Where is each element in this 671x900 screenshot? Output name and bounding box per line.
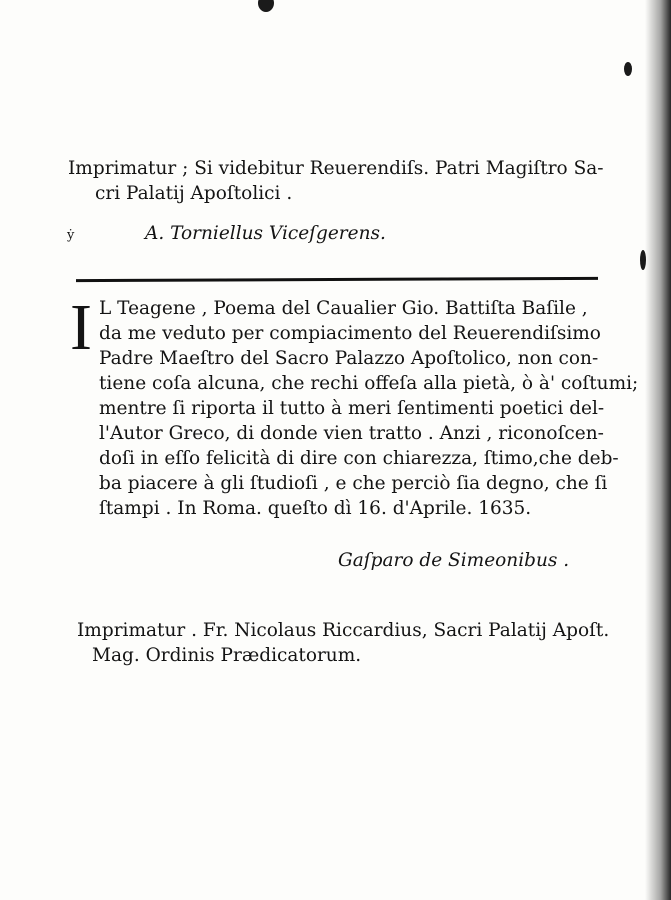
imprimatur-1-line-1: Imprimatur ; Si videbitur Reuerendiſs. Patri Magiſtro Sa- — [68, 158, 604, 179]
approval-line-7: doſi in eſſo felicità di dire con chiarezza, ſtimo,che deb- — [99, 448, 619, 469]
approval-line-2: da me veduto per compiacimento del Reuerendiſsimo — [99, 323, 601, 344]
approval-line-6: l'Autor Greco, di donde vien tratto . Anzi , riconoſcen- — [99, 423, 604, 444]
approval-signature: Gaſparo de Simeonibus . — [338, 550, 570, 571]
approval-line-5: mentre ſi riporta il tutto à meri ſentimenti poetici del- — [99, 398, 605, 419]
approval-line-1: L Teagene , Poema del Caualier Gio. Battiſta Baſile , — [99, 298, 588, 319]
imprimatur-2-line-2: Mag. Ordinis Prædicatorum. — [92, 645, 362, 666]
page-edge-shadow — [645, 0, 671, 900]
approval-line-3: Padre Maeſtro del Sacro Palazzo Apoſtolico, non con- — [99, 348, 599, 369]
approval-line-8: ba piacere à gli ſtudioſi , e che perciò ſia degno, che ſi — [99, 473, 608, 494]
drop-cap: I — [70, 291, 92, 364]
approval-line-9: ſtampi . In Roma. queſto dì 16. d'Aprile. 1635. — [99, 498, 532, 519]
ink-blot — [640, 250, 646, 270]
margin-mark: ẏ — [67, 228, 75, 243]
approval-line-4: tiene coſa alcuna, che rechi offeſa alla pietà, ò à' coſtumi; — [99, 373, 639, 394]
imprimatur-1-signature: A. Torniellus Viceſgerens. — [145, 223, 386, 244]
ink-blot — [258, 0, 274, 12]
horizontal-rule — [76, 277, 598, 282]
ink-blot — [624, 62, 632, 76]
imprimatur-2-line-1: Imprimatur . Fr. Nicolaus Riccardius, Sacri Palatij Apoſt. — [77, 620, 610, 641]
imprimatur-1-line-2: cri Palatij Apoſtolici . — [95, 183, 293, 204]
